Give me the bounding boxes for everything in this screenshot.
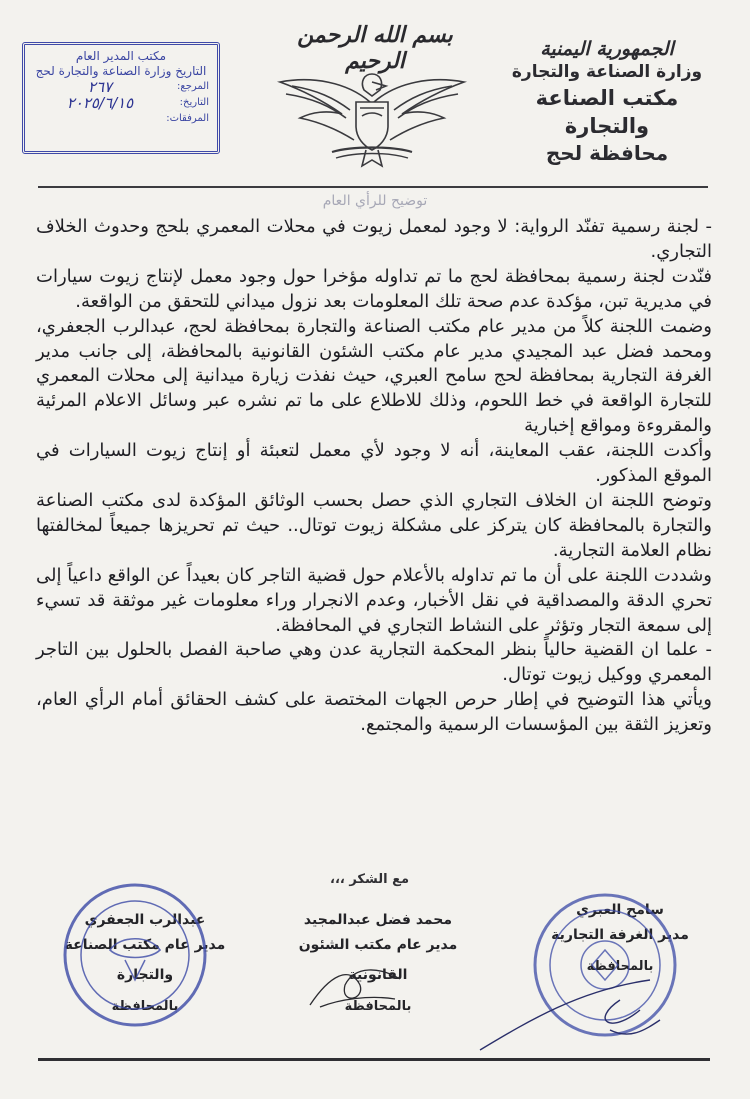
republic-name: الجمهورية اليمنية [540, 38, 674, 60]
stamp-date-row [33, 95, 209, 111]
stamp-ministry: التاريخ وزارة الصناعة والتجارة لحج [35, 64, 207, 78]
signatory-place: بالمحافظة [344, 999, 412, 1014]
stamp-ref-row [33, 79, 209, 95]
stamp-ref-value: ٢٦٧ [87, 78, 113, 96]
eagle-emblem-icon [272, 52, 472, 172]
signatory-name: محمد فضل عبدالمجيد [303, 912, 453, 928]
header-divider [38, 186, 708, 188]
letterhead-authority [502, 38, 712, 166]
signatory-place: بالمحافظة [111, 999, 179, 1014]
signature-scribble-icon [300, 955, 410, 1015]
stamp-attachments-row [33, 111, 209, 127]
basmala: بسم الله الرحمن الرحيم [297, 22, 453, 74]
paragraph: - علما ان القضية حالياً بنظر المحكمة التجارية عدن وهي صاحبة الفصل بالحلول بين التاجر المعمري ووكيل زيوت توتال. [36, 639, 712, 686]
stamp-office: مكتب المدير العام [75, 49, 167, 63]
governorate-name: محافظة لحج [545, 141, 669, 165]
ministry-name: وزارة الصناعة والتجارة [511, 62, 703, 82]
ministry-seal-icon [60, 880, 210, 1030]
signatory-name: عبدالرب الجعفري [84, 912, 206, 928]
signatory-name: سامح العبري [576, 902, 664, 918]
signature-scribble-icon [470, 960, 670, 1060]
paragraph: - لجنة رسمية تفنّد الرواية: لا وجود لمعمل زيوت في محلات المعمري بلحج وحدوث الخلاف التجاري. [36, 216, 712, 262]
stamp-date-value: ٢٠٢٥/٦/١٥ [66, 94, 134, 112]
signatory-title: مدير عام مكتب الصناعة والتجارة [64, 937, 226, 983]
signatory-title: مدير عام مكتب الشئون القانونية [298, 937, 458, 983]
office-name: مكتب الصناعة والتجارة [535, 86, 679, 138]
stamp-date-label: التاريخ: [179, 97, 209, 108]
footer-divider [38, 1058, 710, 1061]
paragraph: ويأتي هذا التوضيح في إطار حرص الجهات المختصة على كشف الحقائق أمام الرأي العام، وتعزيز الثقة بين المؤسسات الرسمية والمجتمع. [36, 689, 712, 736]
closing-greeting: مع الشكر ،،، [330, 872, 410, 887]
stamp-attachments-label: المرفقات: [166, 113, 209, 124]
stamp-ref-label: المرجع: [177, 81, 209, 92]
paragraph: فنّدت لجنة رسمية بمحافظة لحج ما تم تداوله مؤخرا حول وجود معمل لإنتاج زيوت سيارات في مديرية تبن، مؤكدة عدم صحة تلك المعلومات بعد نزول ميداني للتحقق من الواقعة. [36, 265, 712, 312]
signatory-place: بالمحافظة [586, 959, 654, 974]
registration-stamp [22, 42, 220, 154]
letter-subject: توضيح للرأي العام [322, 193, 428, 209]
paragraph: وأكدت اللجنة، عقب المعاينة، أنه لا وجود لأي معمل لتعبئة أو إنتاج زيوت السيارات في الموقع المذكور. [36, 440, 712, 487]
signatory-title: مدير الغرفة التجارية [551, 927, 689, 943]
paragraph: وتوضح اللجنة ان الخلاف التجاري الذي حصل بحسب الوثائق المؤكدة لدى مكتب الصناعة والتجارة بالمحافظة كان يتركز على مشكلة زيوت توتال.. حيث تم تحريزها جميعاً لمخالفتها نظام العلامة التجارية. [36, 489, 712, 561]
letter-body [36, 215, 712, 738]
paragraph: وضمت اللجنة كلاً من مدير عام مكتب الصناعة والتجارة بمحافظة لحج، عبدالرب الجعفري، ومحمد فضل عبد المجيدي مدير عام مكتب الشئون القانونية بالمحافظة، إلى جانب مدير الغرفة التجارية بمحافظة لحج سامح العبري، حيث نفذت زيارة ميدانية إلى محلات المعمري للتجارة الواقعة في خط اللحوم، وذلك للاطلاع على ما تم نشره عبر وسائل الاعلام المرئية والمقروءة ومواقع إخبارية [36, 315, 712, 437]
paragraph: وشددت اللجنة على أن ما تم تداوله بالأعلام حول قضية التاجر كان بعيداً عن الواقع داعياً إلى تحري الدقة والمصداقية في نقل الأخبار، وعدم الانجرار وراء معلومات غير موثقة قد تسيء إلى سمعة التجار وتؤثر على النشاط التجاري في المحافظة. [36, 564, 712, 636]
